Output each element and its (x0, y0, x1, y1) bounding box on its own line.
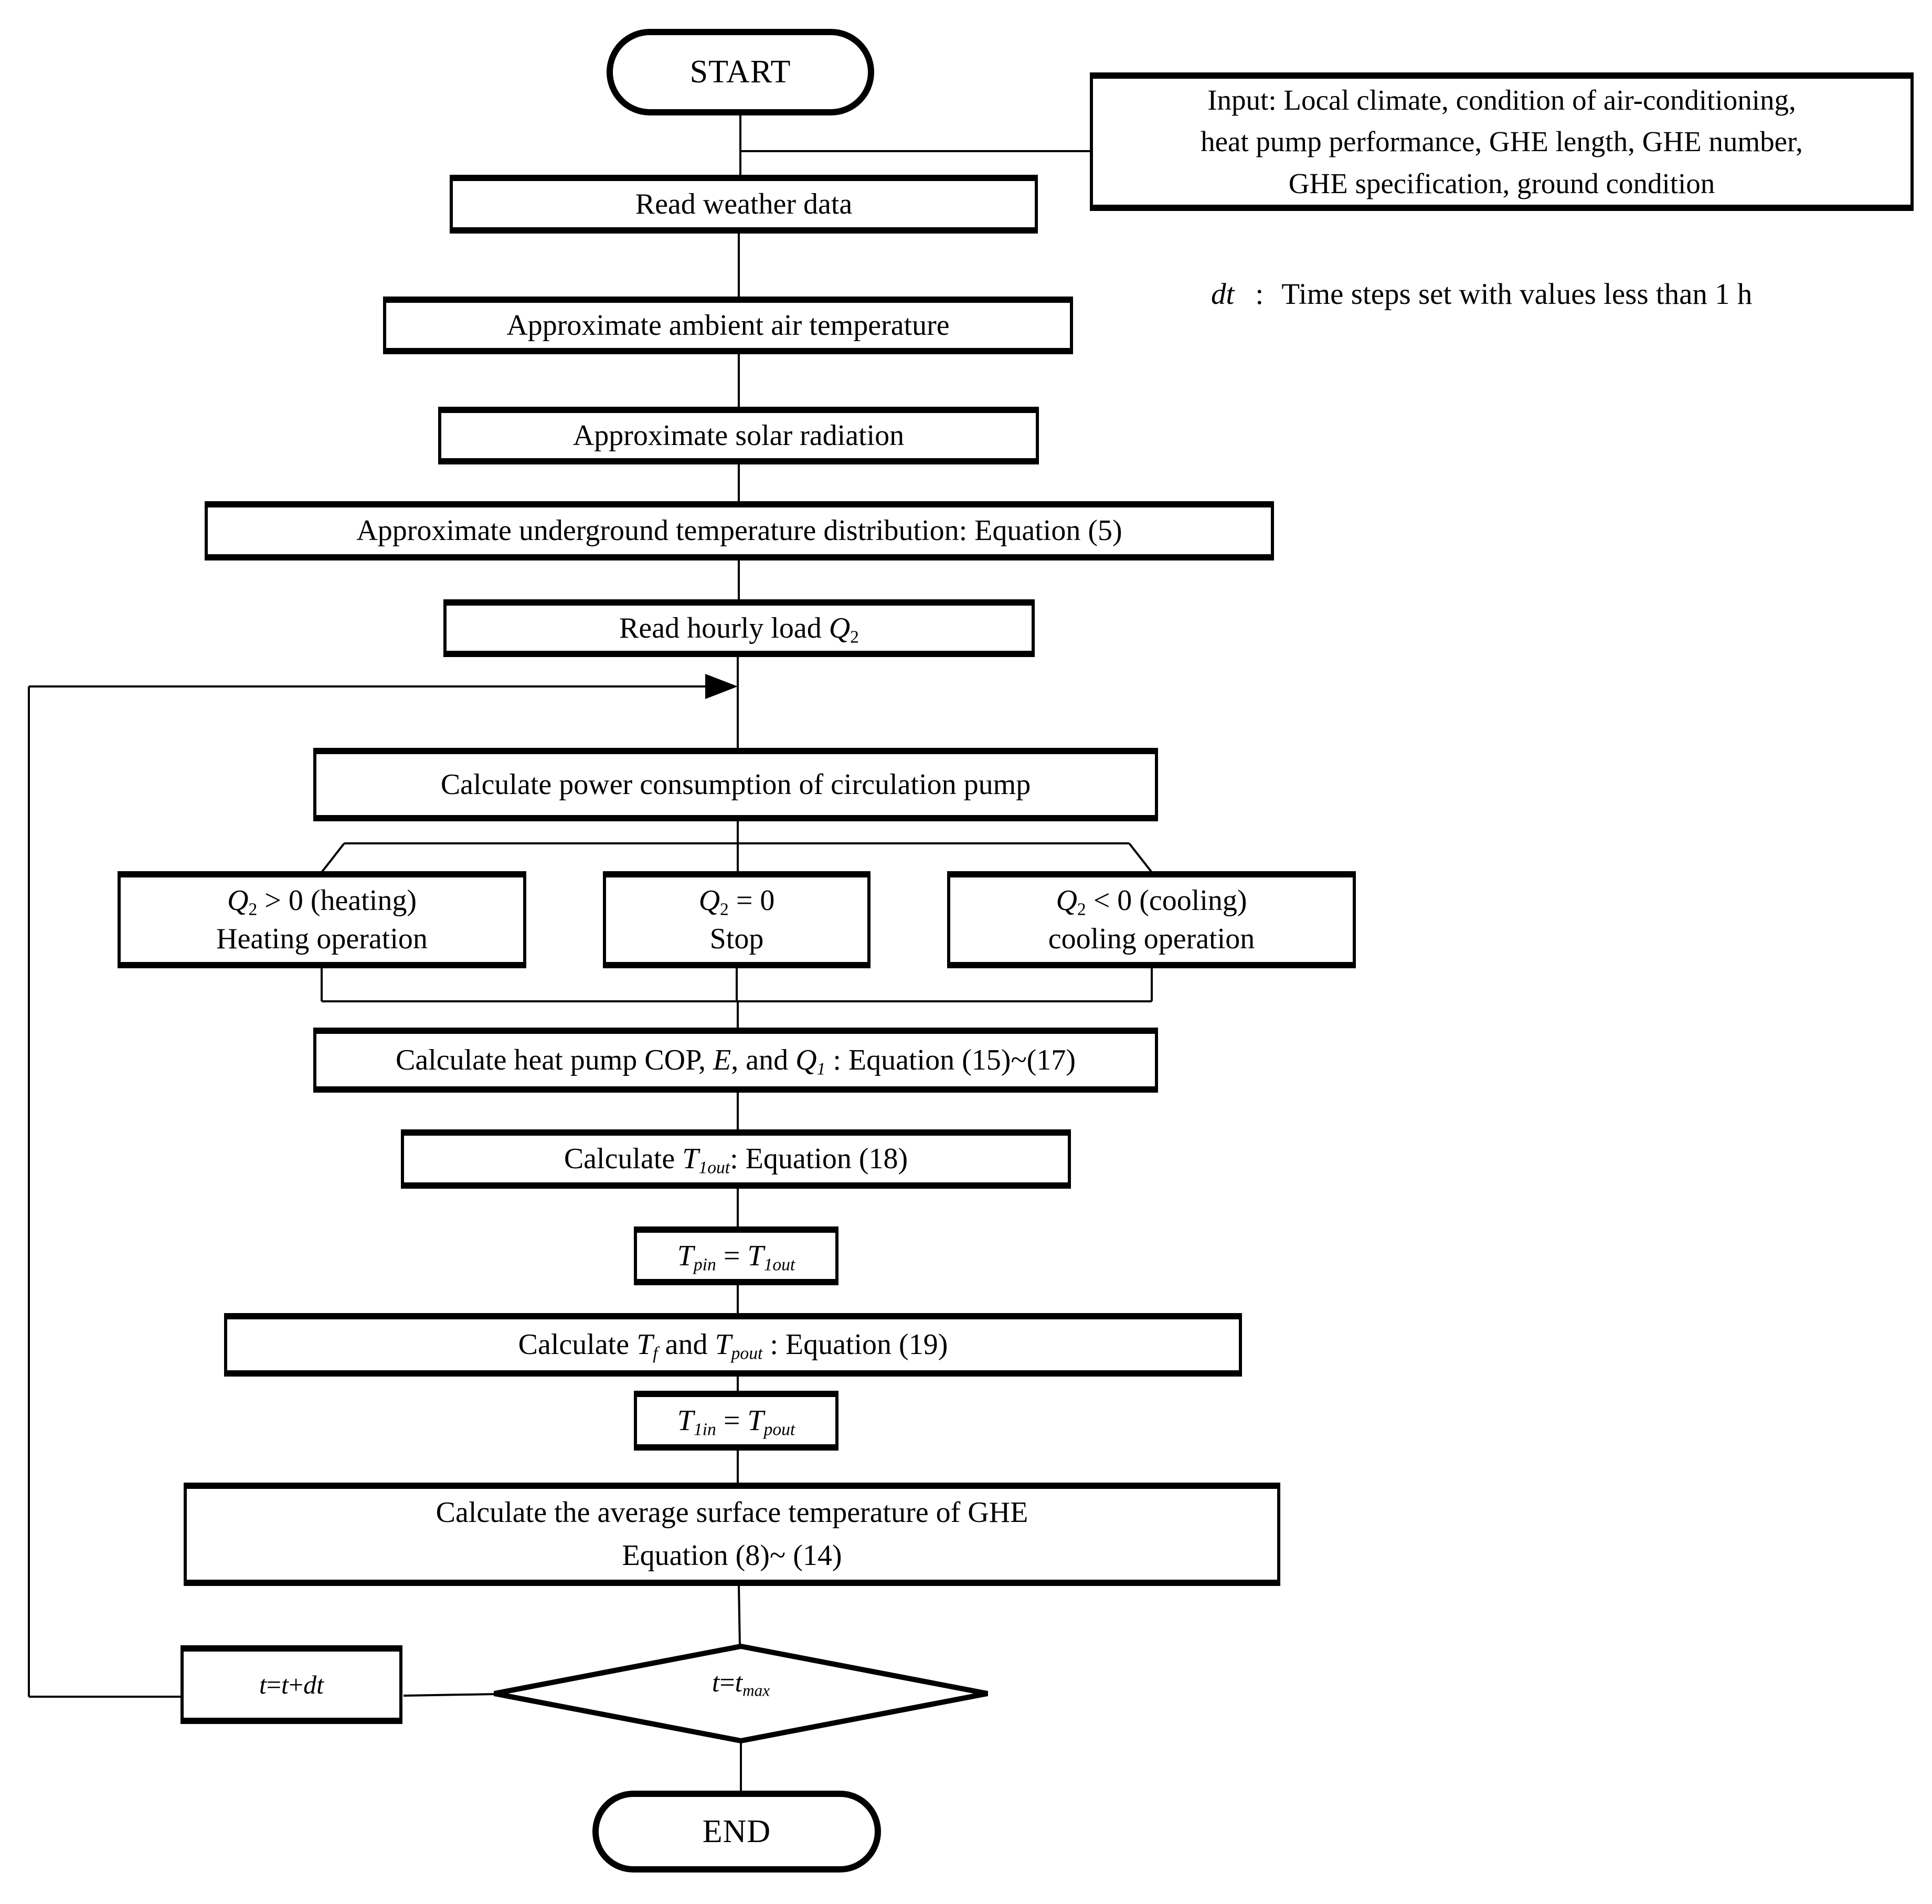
process-approx-underground-label: Approximate underground temperature distribution: Equation (5) (356, 514, 1122, 547)
process-calc-ghe-surface-line2: Equation (8)~ (14) (622, 1539, 842, 1572)
dt-note-symbol: dt (1211, 278, 1235, 311)
dt-note-colon: : (1255, 278, 1264, 311)
branch-heating-action: Heating operation (216, 922, 428, 955)
process-read-hourly-load-label: Read hourly load $Q_2$ (619, 611, 859, 647)
loop-arrowhead-icon (705, 674, 738, 699)
branch-stop-action: Stop (709, 922, 764, 955)
branch-stop-box (603, 871, 871, 968)
dt-note-text: Time steps set with values less than 1 h (1281, 278, 1753, 311)
process-approx-solar-label: Approximate solar radiation (572, 419, 905, 452)
connector-branch-diagonal-right (1129, 843, 1152, 872)
branch-cooling-box (947, 871, 1356, 968)
assign-t1in-box (634, 1391, 838, 1451)
branch-heating-condition: $Q_2 > 0$ (heating) (227, 884, 417, 919)
connector-decision-increment (404, 1694, 495, 1696)
input-line-2: heat pump performance, GHE length, GHE number, (1201, 125, 1803, 158)
process-calc-tf-tpout-label: Calculate $T_f$ and $T_{pout}$ : Equation (19) (518, 1328, 948, 1363)
process-calc-t1out (401, 1129, 1071, 1189)
dt-note (1211, 277, 1752, 311)
assign-t1in-label: $T_{1in} = T_{pout}$ (677, 1404, 795, 1439)
process-approx-ambient-label: Approximate ambient air temperature (506, 309, 950, 342)
input-line-1: Input: Local climate, condition of air-conditioning, (1207, 84, 1796, 117)
process-approx-underground (205, 501, 1274, 560)
process-calc-pump-power (313, 748, 1158, 821)
process-approx-solar (438, 407, 1039, 464)
process-read-weather-label: Read weather data (635, 187, 853, 220)
process-calc-cop-label: Calculate heat pump COP, E, and $Q_1$ : Equation (15)~(17) (396, 1043, 1076, 1078)
input-data-box (1090, 72, 1914, 211)
decision-tmax-text: $t=t_{max}$ (712, 1667, 770, 1700)
branch-heating-box (118, 871, 526, 968)
process-calc-pump-power-label: Calculate power consumption of circulation pump (440, 768, 1031, 801)
assign-tpin-box (634, 1226, 838, 1285)
connector-branch-diagonal-left (322, 843, 344, 872)
process-calc-tf-tpout (224, 1313, 1242, 1377)
end-label: END (702, 1813, 771, 1849)
process-approx-ambient (383, 297, 1073, 354)
decision-tmax-label (583, 1657, 898, 1708)
start-terminal (607, 29, 874, 115)
process-calc-ghe-surface-line1: Calculate the average surface temperature of GHE (436, 1496, 1028, 1529)
branch-cooling-condition: $Q_2 < 0$ (cooling) (1056, 884, 1247, 919)
assign-tpin-label: $T_{pin} = T_{1out}$ (677, 1239, 795, 1274)
increment-time-label: t=t+dt (259, 1669, 324, 1699)
process-read-weather (450, 175, 1038, 234)
branch-cooling-action: cooling operation (1048, 922, 1255, 955)
connector-ghe-decision (739, 1585, 740, 1646)
process-calc-t1out-label: Calculate $T_{1out}$: Equation (18) (564, 1143, 908, 1178)
process-calc-cop (313, 1028, 1158, 1093)
end-terminal (592, 1791, 881, 1873)
increment-time-box (181, 1645, 402, 1724)
input-line-3: GHE specification, ground condition (1288, 167, 1715, 199)
process-read-hourly-load (443, 599, 1035, 657)
start-label: START (689, 54, 791, 90)
branch-stop-condition: $Q_2 = 0$ (698, 884, 775, 919)
process-calc-ghe-surface (184, 1483, 1280, 1586)
